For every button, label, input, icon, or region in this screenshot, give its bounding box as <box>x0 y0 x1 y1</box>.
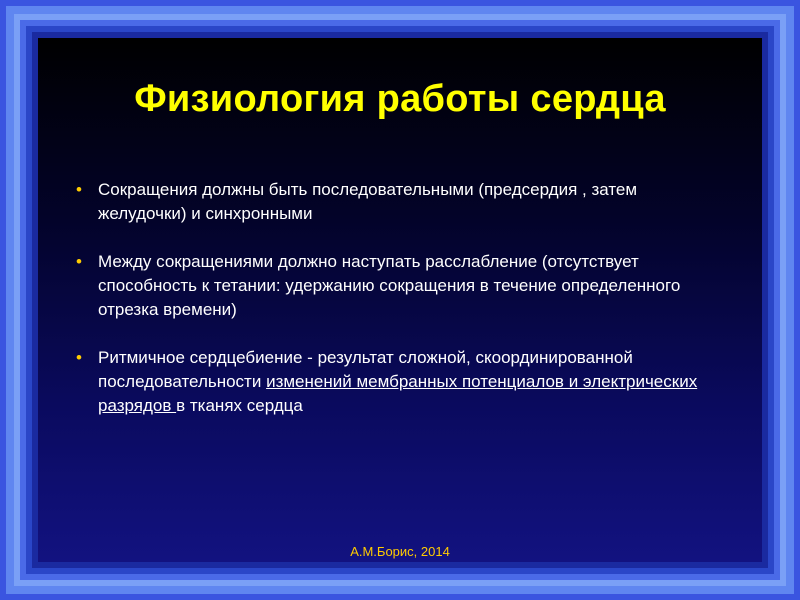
bullet-text: Ритмичное сердцебиение - результат сложной, скоординированной последовательности <box>98 348 633 391</box>
hyperlink[interactable]: изменений мембранных потенциалов и электрических разрядов <box>98 372 698 415</box>
bullet-marker-icon: • <box>76 252 82 271</box>
bullet-marker-icon: • <box>76 180 82 199</box>
bullet-item <box>72 250 712 322</box>
bullet-text: в тканях сердца <box>176 396 303 415</box>
bullet-list <box>72 178 712 442</box>
bullet-item <box>72 178 712 226</box>
footer-author: А.М.Борис, 2014 <box>350 544 450 559</box>
bullet-text: Между сокращениями должно наступать расслабление (отсутствует способность к тетании: удержанию сокращения в течение определенного отрезка времени) <box>98 252 681 319</box>
bullet-item <box>72 346 712 418</box>
bullet-marker-icon: • <box>76 348 82 367</box>
bullet-text: Сокращения должны быть последовательными (предсердия , затем желудочки) и синхронными <box>98 180 638 223</box>
slide-title: Физиология работы сердца <box>134 78 666 120</box>
